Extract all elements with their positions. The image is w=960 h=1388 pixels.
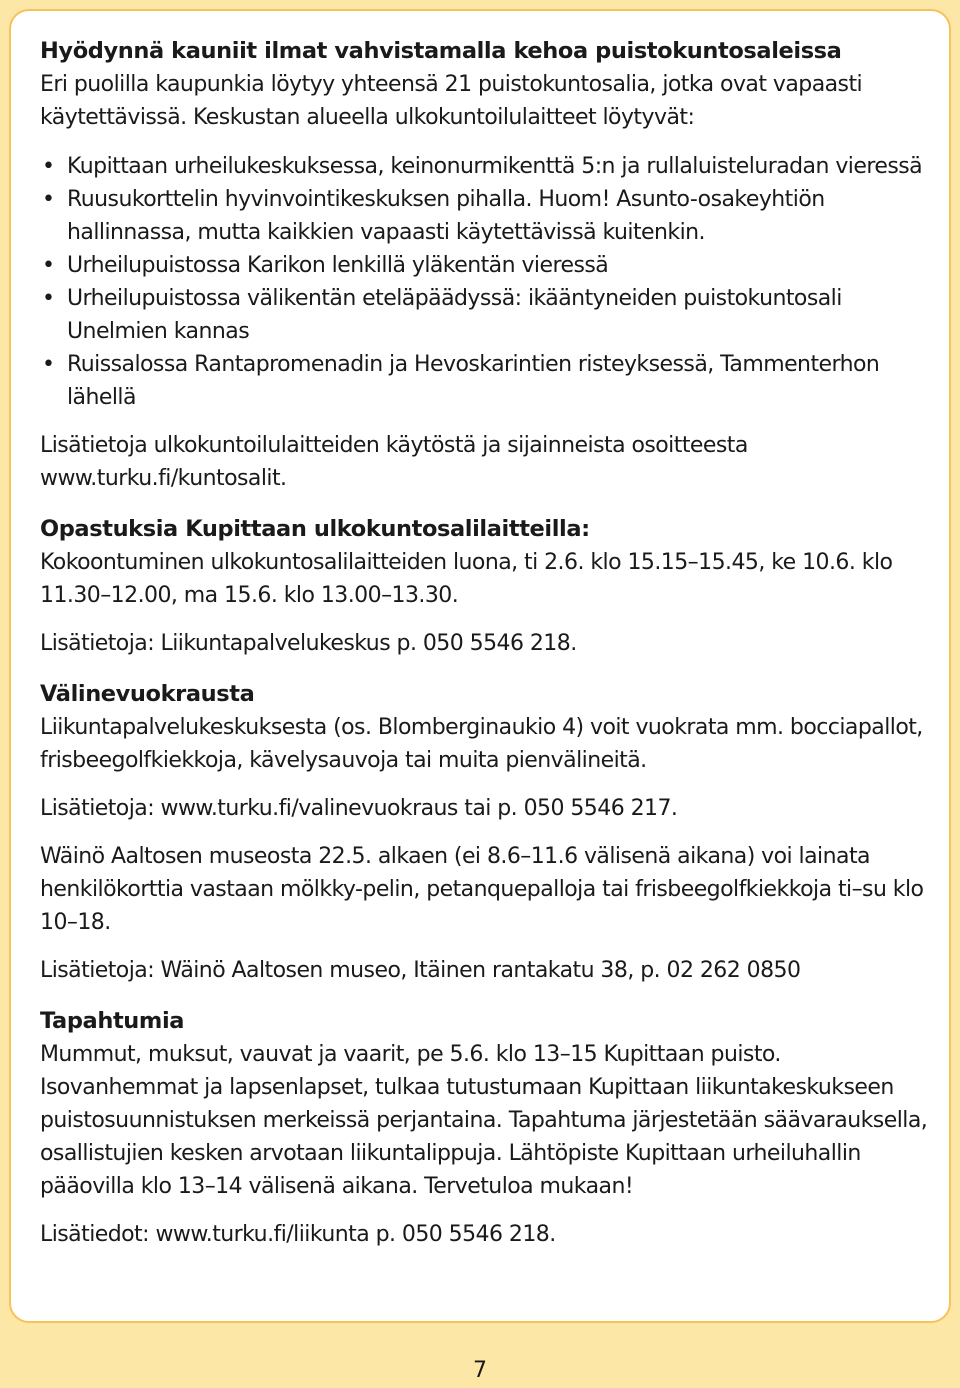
more-info-kuntosalit: Lisätietoja ulkokuntoilulaitteiden käytöstä ja sijainneista osoitteesta www.turku.fi/kuntosalit. (40, 433, 748, 491)
list-item: • Kupittaan urheilukeskuksessa, keinonurmikenttä 5:n ja rullaluisteluradan vieressä (40, 150, 932, 183)
location-list (40, 150, 932, 414)
section-heading-valinevuokrausta: Välinevuokrausta (40, 681, 255, 707)
more-info-valinevuokraus: Lisätietoja: www.turku.fi/valinevuokraus tai p. 050 5546 217. (40, 796, 678, 821)
list-item: • Urheilupuistossa Karikon lenkillä yläkentän vieressä (40, 249, 932, 282)
section-heading-puistokuntosalit: Hyödynnä kauniit ilmat vahvistamalla kehoa puistokuntosaleissa (40, 38, 842, 64)
content-card (9, 9, 951, 1323)
article-content (40, 35, 932, 1251)
museum-text: Wäinö Aaltosen museosta 22.5. alkaen (ei 8.6–11.6 välisenä aikana) voi lainata henkilökorttia vastaan mölkky-pelin, petanquepalloja tai frisbeegolfkiekkoja ti–su klo 10–18. (40, 844, 924, 935)
section-text-valinevuokrausta: Liikuntapalvelukeskuksesta (os. Blomberginaukio 4) voit vuokrata mm. bocciapallot, frisbeegolfkiekkoja, kävelysauvoja tai muita pienvälineitä. (40, 715, 923, 773)
list-item: • Ruissalossa Rantapromenadin ja Hevoskarintien risteyksessä, Tammenterhon lähellä (40, 348, 932, 414)
list-item: • Ruusukorttelin hyvinvointikeskuksen pihalla. Huom! Asunto-osakeyhtiön hallinnassa, mutta kaikkien vapaasti käytettävissä kuitenkin. (40, 183, 932, 249)
more-info-museum: Lisätietoja: Wäinö Aaltosen museo, Itäinen rantakatu 38, p. 02 262 0850 (40, 958, 801, 983)
section-intro: Eri puolilla kaupunkia löytyy yhteensä 21 puistokuntosalia, jotka ovat vapaasti käytettävissä. Keskustan alueella ulkokuntoilulaitteet löytyvät: (40, 72, 863, 130)
more-info-tapahtumia: Lisätiedot: www.turku.fi/liikunta p. 050 5546 218. (40, 1222, 556, 1247)
section-heading-tapahtumia: Tapahtumia (40, 1008, 185, 1034)
more-info-opastuksia: Lisätietoja: Liikuntapalvelukeskus p. 050 5546 218. (40, 631, 577, 656)
section-heading-opastuksia: Opastuksia Kupittaan ulkokuntosalilaitteilla: (40, 516, 590, 542)
list-item: • Urheilupuistossa välikentän eteläpäädyssä: ikääntyneiden puistokuntosali Unelmien kannas (40, 282, 932, 348)
section-text-tapahtumia: Mummut, muksut, vauvat ja vaarit, pe 5.6. klo 13–15 Kupittaan puisto. Isovanhemmat ja lapsenlapset, tulkaa tutustumaan Kupittaan liikuntakeskukseen puistosuunnistuksen merkeissä perjantaina. Tapahtuma järjestetään säävarauksella, osallistujien kesken arvotaan liikuntalippuja. Lähtöpiste Kupittaan urheiluhallin pääovilla klo 13–14 välisenä aikana. Tervetuloa mukaan! (40, 1042, 928, 1199)
section-text-opastuksia: Kokoontuminen ulkokuntosalilaitteiden luona, ti 2.6. klo 15.15–15.45, ke 10.6. klo 11.30–12.00, ma 15.6. klo 13.00–13.30. (40, 550, 893, 608)
page-number: 7 (473, 1358, 487, 1383)
